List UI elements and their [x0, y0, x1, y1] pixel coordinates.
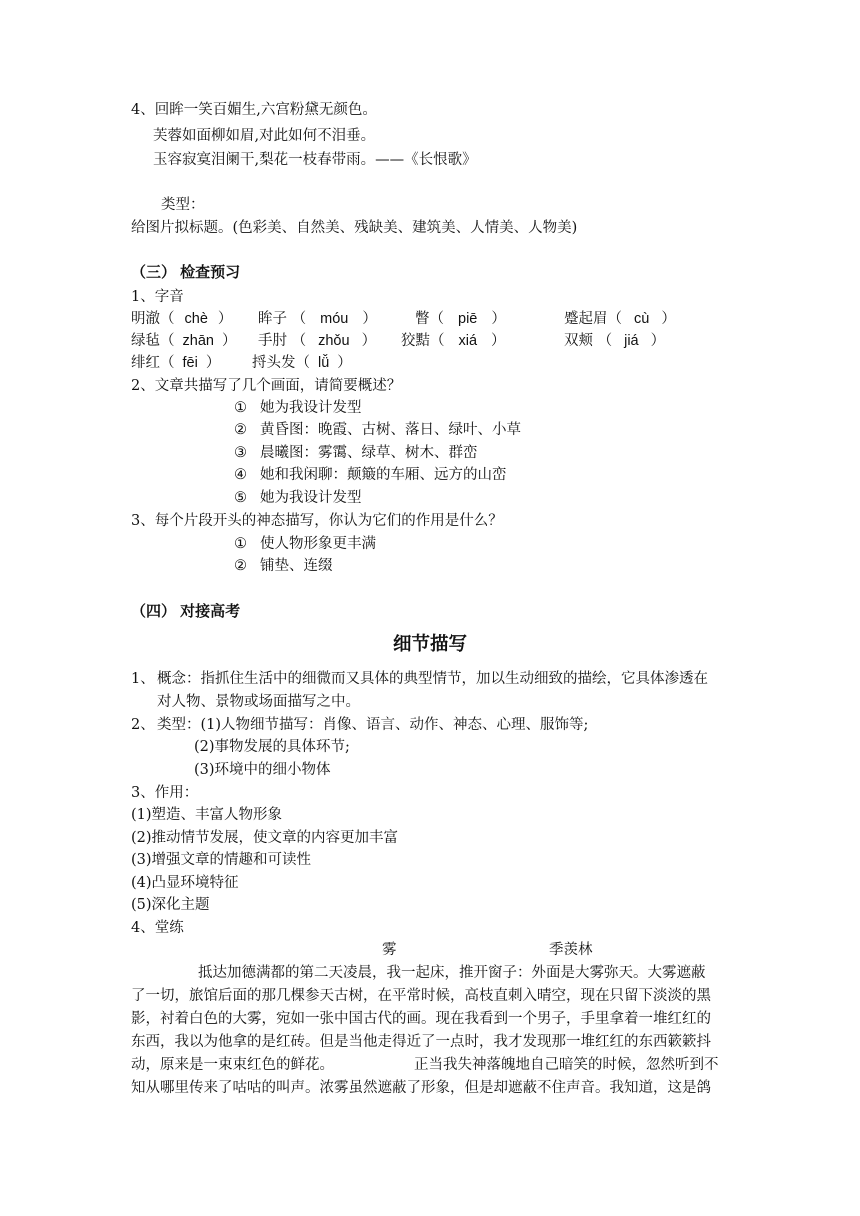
pinyin-item: 绯红（ fēi ） [131, 355, 221, 371]
section4-heading: （四） 对接高考 [131, 603, 241, 620]
essay-line: 影，衬着白色的大雾，宛如一张中国古代的画。现在我看到一个男子，手里拿着一堆红红的 [131, 1011, 711, 1027]
q2-label: 2、文章共描写了几个画面，请简要概述？ [131, 378, 402, 394]
poem-line-3: 玉容寂寞泪阑干,梨花一枝春带雨。——《长恨歌》 [153, 152, 477, 168]
item-number: 2、 [131, 717, 155, 733]
section3-heading: （三） 检查预习 [131, 264, 241, 281]
essay-title: 雾 [382, 942, 397, 958]
essay-line: 抵达加德满都的第二天凌晨，我一起床，推开窗子：外面是大雾弥天。大雾遮蔽 [198, 965, 706, 981]
essay-line: 东西，我以为他拿的是红砖。但是当他走得近了一点时，我才发现那一堆红红的东西簌簌抖 [131, 1034, 711, 1050]
pinyin-item: 绿毡（ zhān ） [131, 333, 237, 349]
list-item: ③ 晨曦图：雾霭、绿草、树木、群峦 [234, 445, 478, 461]
list-item: ⑤ 她为我设计发型 [234, 490, 362, 506]
q1-label: 1、字音 [131, 289, 184, 305]
poem-line-1: 4、回眸一笑百媚生,六宫粉黛无颜色。 [131, 102, 377, 118]
concept-line-1: 概念：指抓住生活中的细微而又具体的典型情节，加以生动细致的描绘，它具体渗透在 [157, 671, 708, 687]
list-item: ② 铺垫、连缀 [234, 558, 333, 574]
pinyin-item: 蹙起眉（ cù ） [564, 311, 676, 327]
page-title: 细节描写 [392, 633, 467, 654]
pinyin-item: 双颊 （ jiá ） [564, 333, 666, 349]
type-label: 类型： [161, 197, 205, 213]
pinyin-item: 手肘 （ zhǒu ） [258, 333, 377, 349]
item-number: 1、 [131, 671, 155, 687]
list-item: ① 使人物形象更丰满 [234, 536, 376, 552]
list-item: ④ 她和我闲聊：颠簸的车厢、远方的山峦 [234, 467, 507, 483]
list-item: (2)推动情节发展，使文章的内容更加丰富 [131, 830, 399, 846]
function-label: 3、作用： [131, 785, 199, 801]
list-item: (5)深化主题 [131, 897, 210, 913]
list-item: (3)增强文章的情趣和可读性 [131, 852, 312, 868]
types-line-1: 类型：(1)人物细节描写：肖像、语言、动作、神态、心理、服饰等; [157, 717, 589, 733]
pinyin-item: 狡黠（ xiá ） [401, 333, 506, 349]
essay-line: 了一切，旅馆后面的那几棵参天古树，在平常时候，高枝直刺入晴空，现在只留下淡淡的黑 [131, 988, 711, 1004]
list-item: (4)凸显环境特征 [131, 875, 239, 891]
poem-line-2: 芙蓉如面柳如眉,对此如何不泪垂。 [153, 128, 376, 144]
practice-label: 4、堂练 [131, 920, 184, 936]
list-item: ① 她为我设计发型 [234, 400, 362, 416]
poem-task: 给图片拟标题。(色彩美、自然美、残缺美、建筑美、人情美、人物美) [131, 220, 578, 236]
pinyin-item: 瞥（ piē ） [415, 311, 506, 327]
pinyin-item: 明澈（ chè ） [131, 311, 233, 327]
q3-label: 3、每个片段开头的神态描写，你认为它们的作用是什么？ [131, 513, 503, 529]
essay-author: 季羡林 [549, 942, 593, 958]
types-line-3: (3)环境中的细小物体 [194, 762, 331, 778]
list-item: ② 黄昏图：晚霞、古树、落日、绿叶、小草 [234, 422, 521, 438]
types-line-2: (2)事物发展的具体环节; [194, 739, 350, 755]
list-item: (1)塑造、丰富人物形象 [131, 807, 283, 823]
essay-line: 知从哪里传来了咕咕的叫声。浓雾虽然遮蔽了形象，但是却遮蔽不住声音。我知道，这是鸽 [131, 1080, 711, 1096]
essay-line: 正当我失神落魄地自己暗笑的时候，忽然听到不 [414, 1057, 719, 1073]
pinyin-item: 捋头发（ lǚ ） [252, 355, 352, 371]
concept-line-2: 对人物、景物或场面描写之中。 [157, 694, 360, 710]
essay-line: 动，原来是一束束红色的鲜花。 [131, 1057, 334, 1073]
pinyin-item: 眸子 （ móu ） [258, 311, 377, 327]
